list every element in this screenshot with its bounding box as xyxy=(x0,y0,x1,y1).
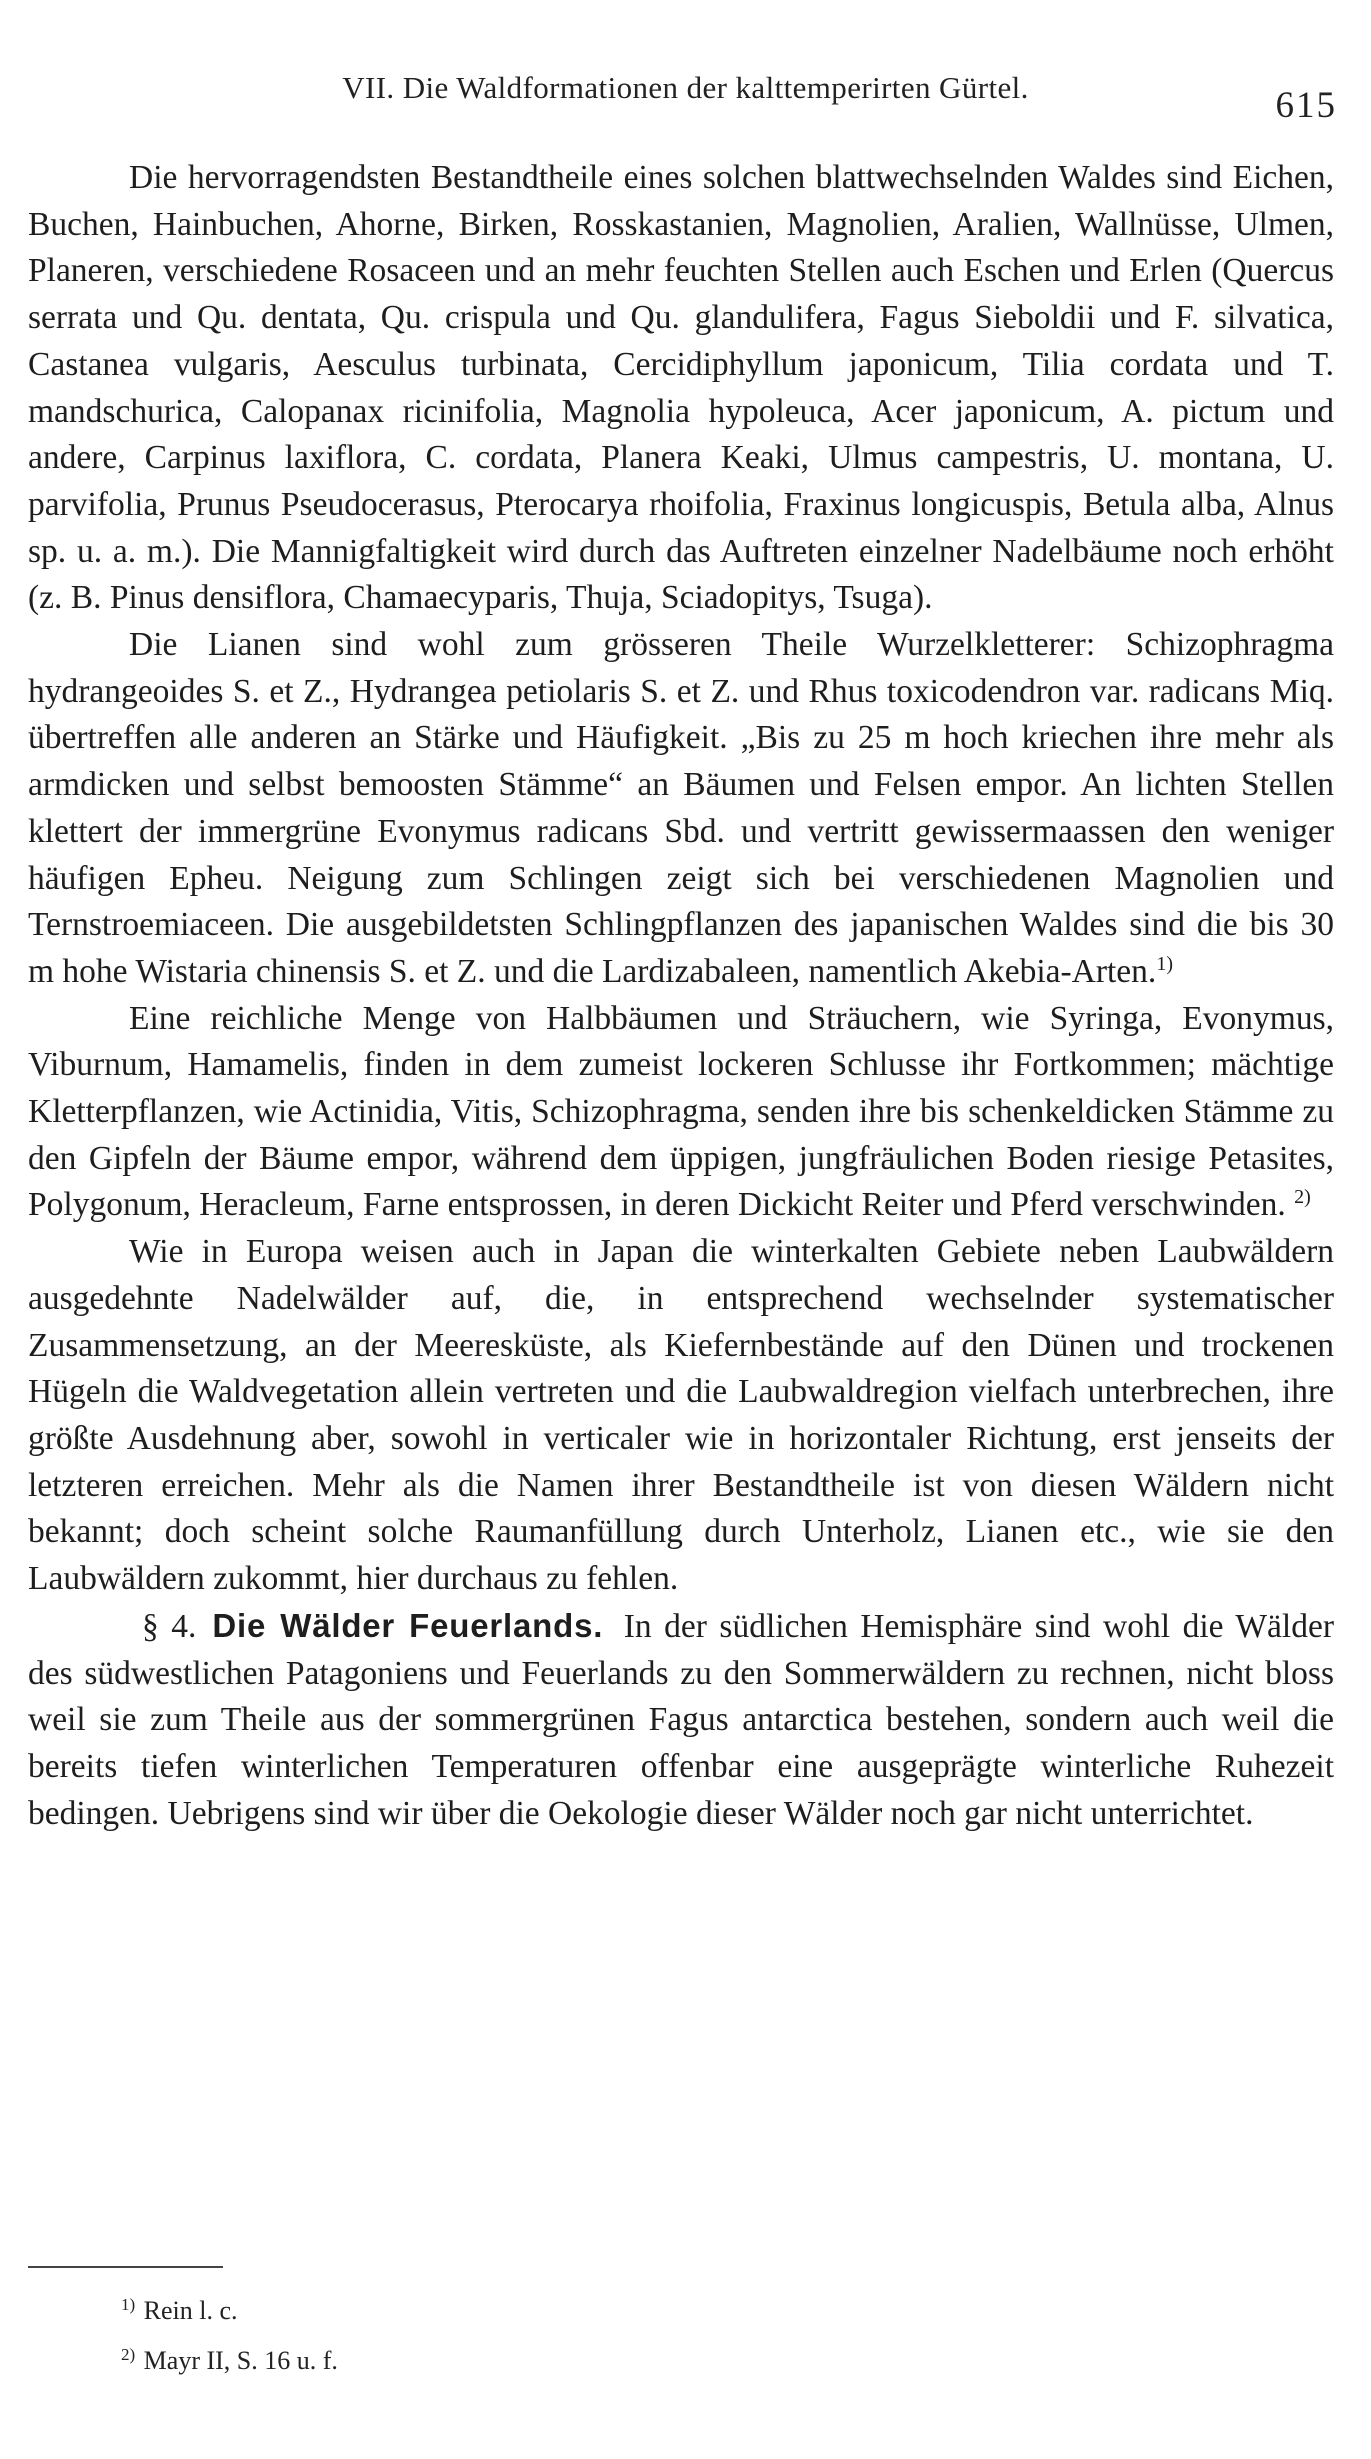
footnote xyxy=(121,2336,821,2386)
footnote-mark: 1) xyxy=(121,2295,136,2314)
footnote xyxy=(121,2286,821,2336)
section-paragraph xyxy=(28,1603,1334,1838)
footnote-rule xyxy=(28,2266,223,2268)
footnote-reference[interactable]: 1) xyxy=(1156,952,1173,975)
paragraph xyxy=(28,1229,1334,1603)
section-title: Die Wälder Feuerlands. xyxy=(212,1606,604,1644)
footnote-mark: 2) xyxy=(121,2345,136,2364)
page-number: 615 xyxy=(1275,85,1337,126)
footnote-text: Mayr II, S. 16 u. f. xyxy=(143,2346,338,2375)
paragraph xyxy=(28,996,1334,1230)
paragraph-text: Die Lianen sind wohl zum grösseren Theile Wurzelkletterer: Schizophragma hydrangeoides S. et Z., Hydrangea petiolaris S. et Z. und Rhus toxicodendron var. radicans Miq. übertreffen alle anderen an Stärke und Häufigkeit. „Bis zu 25 m hoch kriechen ihre mehr als armdicken und selbst bemoosten Stämme“ an Bäumen und Felsen empor. An lichten Stellen klettert der immergrüne Evonymus radicans Sbd. und vertritt gewissermaassen den weniger häufigen Epheu. Neigung zum Schlingen zeigt sich bei verschiedenen Magnolien und Ternstroemiaceen. Die ausgebildetsten Schlingpflanzen des japanischen Waldes sind die bis 30 m hohe Wistaria chinensis S. et Z. und die Lardizabaleen, namentlich Akebia-Arten. xyxy=(28,626,1334,990)
paragraph-text: Wie in Europa weisen auch in Japan die winterkalten Gebiete neben Laubwäldern ausgedehnte Nadelwälder auf, die, in entsprechend wechselnder systematischer Zusammensetzung, an der Meeresküste, als Kiefernbestände auf den Dünen und trockenen Hügeln die Waldvegetation allein vertreten und die Laubwaldregion vielfach unterbrechen, ihre größte Ausdehnung aber, sowohl in verticaler wie in horizontaler Richtung, erst jenseits der letzteren erreichen. Mehr als die Namen ihrer Bestandtheile ist von diesen Wäldern nicht bekannt; doch scheint solche Raumanfüllung durch Unterholz, Lianen etc., wie sie den Laubwäldern zukommt, hier durchaus zu fehlen. xyxy=(28,1233,1334,1598)
section-mark: § 4. xyxy=(142,1607,197,1645)
paragraph xyxy=(28,622,1334,996)
footnote-text: Rein l. c. xyxy=(143,2296,238,2325)
footnote-reference[interactable]: 2) xyxy=(1294,1186,1311,1209)
paragraph xyxy=(28,155,1334,622)
body-text xyxy=(28,155,1334,1837)
section-text: In der südlichen Hemisphäre sind wohl die Wälder des südwestlichen Patagoniens und Feuerlands zu den Sommerwäldern zu rechnen, nicht bloss weil sie zum Theile aus der sommergrünen Fagus antarctica bestehen, sondern auch weil die bereits tiefen winterlichen Temperaturen offenbar eine ausgeprägte winterliche Ruhezeit bedingen. Uebrigens sind wir über die Oekologie dieser Wälder noch gar nicht unterrichtet. xyxy=(28,1607,1334,1832)
running-head xyxy=(0,70,1371,130)
footnotes xyxy=(121,2286,821,2386)
paragraph-text: Die hervorragendsten Bestandtheile eines solchen blattwechselnden Waldes sind Eichen, Buchen, Hainbuchen, Ahorne, Birken, Rosskastanien, Magnolien, Aralien, Wallnüsse, Ulmen, Planeren, verschiedene Rosaceen und an mehr feuchten Stellen auch Eschen und Erlen (Quercus serrata und Qu. dentata, Qu. crispula und Qu. glandulifera, Fagus Sieboldii und F. silvatica, Castanea vulgaris, Aesculus turbinata, Cercidiphyllum japonicum, Tilia cordata und T. mandschurica, Calopanax ricinifolia, Magnolia hypoleuca, Acer japonicum, A. pictum und andere, Carpinus laxiflora, C. cordata, Planera Keaki, Ulmus campestris, U. montana, U. parvifolia, Prunus Pseudocerasus, Pterocarya rhoifolia, Fraxinus longicuspis, Betula alba, Alnus sp. u. a. m.). Die Mannigfaltigkeit wird durch das Auftreten einzelner Nadelbäume noch erhöht (z. B. Pinus densiflora, Chamaecyparis, Thuja, Sciadopitys, Tsuga). xyxy=(28,159,1334,617)
running-head-title: VII. Die Waldformationen der kalttemperirten Gürtel. xyxy=(342,70,1029,105)
paragraph-text: Eine reichliche Menge von Halbbäumen und Sträuchern, wie Syringa, Evonymus, Viburnum, Hamamelis, finden in dem zumeist lockeren Schlusse ihr Fortkommen; mächtige Kletterpflanzen, wie Actinidia, Vitis, Schizophragma, senden ihre bis schenkeldicken Stämme zu den Gipfeln der Bäume empor, während dem üppigen, jungfräulichen Boden riesige Petasites, Polygonum, Heracleum, Farne entsprossen, in deren Dickicht Reiter und Pferd verschwinden. xyxy=(28,999,1334,1224)
